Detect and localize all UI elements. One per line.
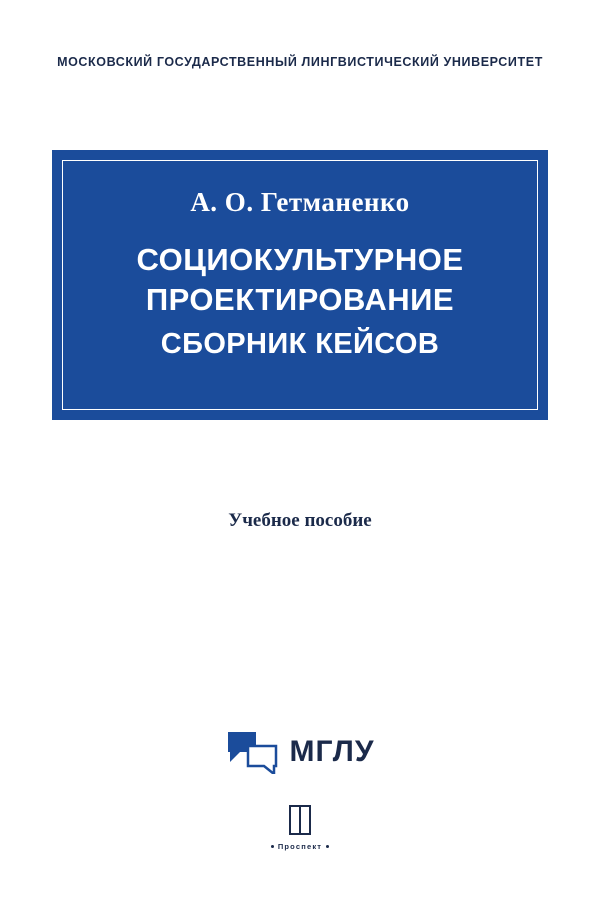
book-icon [285,805,315,839]
book-title-line-2: ПРОЕКТИРОВАНИЕ [145,282,455,318]
publisher-name: Проспект [277,842,323,851]
book-title-line-1: СОЦИОКУЛЬТУРНОЕ [136,242,464,277]
title-panel-inner-border [62,160,538,410]
book-subtitle: СБОРНИК КЕЙСОВ [160,327,440,360]
university-name: МОСКОВСКИЙ ГОСУДАРСТВЕННЫЙ ЛИНГВИСТИЧЕСКИЙ УНИВЕРСИТЕТ [57,55,543,69]
mglu-logo [0,730,600,774]
publisher-logo [0,805,600,851]
dot-left-icon [271,845,274,848]
book-title [136,240,463,321]
speech-bubbles-icon [226,730,278,774]
edition-type: Учебное пособие [228,510,372,531]
publisher-name-row [271,839,329,851]
title-panel [52,150,548,420]
mglu-wordmark: МГЛУ [289,735,375,768]
author-name: А. О. Гетманенко [190,187,410,217]
dot-right-icon [326,845,329,848]
